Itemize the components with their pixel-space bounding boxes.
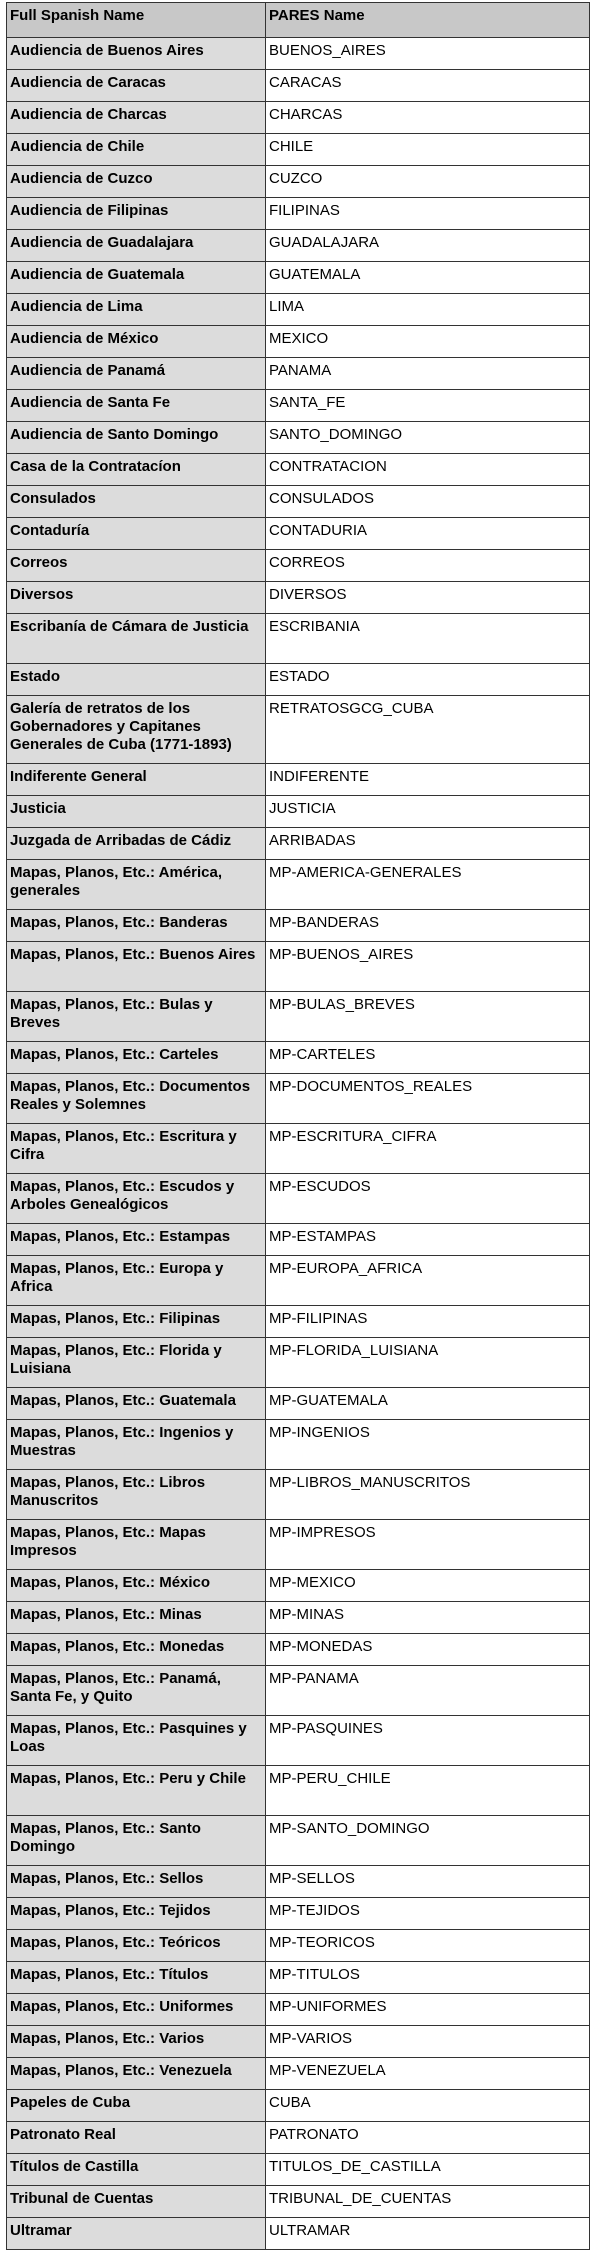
pares-name-cell: LIMA [266,294,590,326]
header-full-spanish-name: Full Spanish Name [7,3,266,38]
table-row [7,38,590,70]
full-spanish-name-cell: Mapas, Planos, Etc.: Minas [7,1602,266,1634]
full-spanish-name-cell: Mapas, Planos, Etc.: Venezuela [7,2058,266,2090]
pares-name-cell: MP-DOCUMENTOS_REALES [266,1074,590,1124]
full-spanish-name-cell: Mapas, Planos, Etc.: Monedas [7,1634,266,1666]
pares-name-cell: MP-MINAS [266,1602,590,1634]
table-row [7,1666,590,1716]
table-row [7,1866,590,1898]
pares-name-cell: MP-AMERICA-GENERALES [266,860,590,910]
pares-name-cell: MP-SANTO_DOMINGO [266,1816,590,1866]
full-spanish-name-cell: Mapas, Planos, Etc.: Florida y Luisiana [7,1338,266,1388]
pares-name-cell: MP-UNIFORMES [266,1994,590,2026]
full-spanish-name-cell: Audiencia de Charcas [7,102,266,134]
table-row [7,294,590,326]
pares-name-cell: JUSTICIA [266,796,590,828]
full-spanish-name-cell: Audiencia de Santo Domingo [7,422,266,454]
table-row [7,230,590,262]
pares-name-cell: MP-BANDERAS [266,910,590,942]
table-row [7,166,590,198]
table-row [7,764,590,796]
pares-name-cell: PANAMA [266,358,590,390]
table-row [7,1256,590,1306]
full-spanish-name-cell: Ultramar [7,2218,266,2250]
pares-name-cell: RETRATOSGCG_CUBA [266,696,590,764]
pares-name-cell: CARACAS [266,70,590,102]
table-row [7,326,590,358]
full-spanish-name-cell: Mapas, Planos, Etc.: Títulos [7,1962,266,1994]
header-row [7,3,590,38]
full-spanish-name-cell: Mapas, Planos, Etc.: Libros Manuscritos [7,1470,266,1520]
pares-name-cell: GUADALAJARA [266,230,590,262]
spanish-pares-name-table [6,2,590,2250]
pares-name-cell: CONTRATACION [266,454,590,486]
full-spanish-name-cell: Audiencia de Guadalajara [7,230,266,262]
full-spanish-name-cell: Mapas, Planos, Etc.: Ingenios y Muestras [7,1420,266,1470]
table-row [7,1634,590,1666]
full-spanish-name-cell: Mapas, Planos, Etc.: Tejidos [7,1898,266,1930]
table-row [7,1470,590,1520]
full-spanish-name-cell: Tribunal de Cuentas [7,2186,266,2218]
full-spanish-name-cell: Contaduría [7,518,266,550]
table-row [7,582,590,614]
pares-name-cell: MP-LIBROS_MANUSCRITOS [266,1470,590,1520]
table-row [7,696,590,764]
table-row [7,2090,590,2122]
pares-name-cell: CONSULADOS [266,486,590,518]
table-row [7,1420,590,1470]
pares-name-cell: ESTADO [266,664,590,696]
pares-name-cell: MP-IMPRESOS [266,1520,590,1570]
full-spanish-name-cell: Audiencia de Chile [7,134,266,166]
pares-name-cell: DIVERSOS [266,582,590,614]
pares-name-cell: CORREOS [266,550,590,582]
table-row [7,1174,590,1224]
pares-name-cell: INDIFERENTE [266,764,590,796]
pares-name-cell: CUBA [266,2090,590,2122]
pares-name-cell: MP-MONEDAS [266,1634,590,1666]
table-row [7,1716,590,1766]
pares-name-cell: MP-GUATEMALA [266,1388,590,1420]
full-spanish-name-cell: Audiencia de Lima [7,294,266,326]
table-row [7,70,590,102]
table-row [7,262,590,294]
full-spanish-name-cell: Juzgada de Arribadas de Cádiz [7,828,266,860]
full-spanish-name-cell: Mapas, Planos, Etc.: Bulas y Breves [7,992,266,1042]
table-row [7,1816,590,1866]
full-spanish-name-cell: Mapas, Planos, Etc.: Santo Domingo [7,1816,266,1866]
pares-name-cell: MP-FLORIDA_LUISIANA [266,1338,590,1388]
full-spanish-name-cell: Escribanía de Cámara de Justicia [7,614,266,664]
table-row [7,992,590,1042]
table-row [7,358,590,390]
table-row [7,486,590,518]
table-row [7,198,590,230]
full-spanish-name-cell: Estado [7,664,266,696]
full-spanish-name-cell: Justicia [7,796,266,828]
table-row [7,1962,590,1994]
pares-name-cell: MP-EUROPA_AFRICA [266,1256,590,1306]
table-row [7,1224,590,1256]
pares-name-cell: MP-SELLOS [266,1866,590,1898]
pares-name-cell: MP-CARTELES [266,1042,590,1074]
full-spanish-name-cell: Audiencia de Guatemala [7,262,266,294]
pares-name-cell: ARRIBADAS [266,828,590,860]
pares-name-cell: MP-ESCUDOS [266,1174,590,1224]
full-spanish-name-cell: Audiencia de México [7,326,266,358]
pares-name-cell: MEXICO [266,326,590,358]
pares-name-cell: CONTADURIA [266,518,590,550]
table-row [7,1766,590,1816]
full-spanish-name-cell: Galería de retratos de los Gobernadores y Capitanes Generales de Cuba (1771-1893) [7,696,266,764]
table-row [7,1042,590,1074]
pares-name-cell: MP-ESCRITURA_CIFRA [266,1124,590,1174]
table-row [7,796,590,828]
full-spanish-name-cell: Títulos de Castilla [7,2154,266,2186]
full-spanish-name-cell: Mapas, Planos, Etc.: América, generales [7,860,266,910]
full-spanish-name-cell: Mapas, Planos, Etc.: Europa y Africa [7,1256,266,1306]
pares-name-cell: BUENOS_AIRES [266,38,590,70]
full-spanish-name-cell: Mapas, Planos, Etc.: Uniformes [7,1994,266,2026]
full-spanish-name-cell: Casa de la Contratacíon [7,454,266,486]
table-row [7,2218,590,2250]
table-row [7,1124,590,1174]
table-row [7,518,590,550]
table-row [7,1930,590,1962]
pares-name-cell: PATRONATO [266,2122,590,2154]
pares-name-cell: MP-VENEZUELA [266,2058,590,2090]
full-spanish-name-cell: Audiencia de Caracas [7,70,266,102]
pares-name-cell: MP-ESTAMPAS [266,1224,590,1256]
table-row [7,1520,590,1570]
pares-name-cell: MP-BULAS_BREVES [266,992,590,1042]
full-spanish-name-cell: Mapas, Planos, Etc.: Mapas Impresos [7,1520,266,1570]
table-row [7,1898,590,1930]
pares-name-cell: MP-TEJIDOS [266,1898,590,1930]
pares-name-cell: MP-PASQUINES [266,1716,590,1766]
table-row [7,942,590,992]
table-row [7,828,590,860]
table-row [7,1306,590,1338]
table-row [7,102,590,134]
full-spanish-name-cell: Mapas, Planos, Etc.: Escritura y Cifra [7,1124,266,1174]
full-spanish-name-cell: Mapas, Planos, Etc.: Panamá, Santa Fe, y Quito [7,1666,266,1716]
table-row [7,1074,590,1124]
full-spanish-name-cell: Diversos [7,582,266,614]
pares-name-cell: ESCRIBANIA [266,614,590,664]
pares-name-cell: MP-PERU_CHILE [266,1766,590,1816]
pares-name-cell: MP-BUENOS_AIRES [266,942,590,992]
pares-name-cell: SANTO_DOMINGO [266,422,590,454]
full-spanish-name-cell: Mapas, Planos, Etc.: Estampas [7,1224,266,1256]
full-spanish-name-cell: Mapas, Planos, Etc.: Buenos Aires [7,942,266,992]
full-spanish-name-cell: Audiencia de Filipinas [7,198,266,230]
full-spanish-name-cell: Indiferente General [7,764,266,796]
full-spanish-name-cell: Mapas, Planos, Etc.: México [7,1570,266,1602]
table-row [7,2154,590,2186]
full-spanish-name-cell: Patronato Real [7,2122,266,2154]
full-spanish-name-cell: Mapas, Planos, Etc.: Guatemala [7,1388,266,1420]
table-row [7,910,590,942]
full-spanish-name-cell: Audiencia de Panamá [7,358,266,390]
pares-name-cell: CHARCAS [266,102,590,134]
table-row [7,454,590,486]
pares-name-cell: FILIPINAS [266,198,590,230]
pares-name-cell: TRIBUNAL_DE_CUENTAS [266,2186,590,2218]
table-row [7,1570,590,1602]
pares-name-cell: MP-TITULOS [266,1962,590,1994]
full-spanish-name-cell: Mapas, Planos, Etc.: Escudos y Arboles Genealógicos [7,1174,266,1224]
table-row [7,614,590,664]
table-row [7,860,590,910]
full-spanish-name-cell: Mapas, Planos, Etc.: Documentos Reales y Solemnes [7,1074,266,1124]
table-row [7,1602,590,1634]
table-row [7,2026,590,2058]
full-spanish-name-cell: Consulados [7,486,266,518]
full-spanish-name-cell: Mapas, Planos, Etc.: Carteles [7,1042,266,1074]
full-spanish-name-cell: Correos [7,550,266,582]
table-row [7,390,590,422]
pares-name-cell: GUATEMALA [266,262,590,294]
pares-name-cell: MP-VARIOS [266,2026,590,2058]
full-spanish-name-cell: Mapas, Planos, Etc.: Filipinas [7,1306,266,1338]
pares-name-cell: CHILE [266,134,590,166]
full-spanish-name-cell: Mapas, Planos, Etc.: Sellos [7,1866,266,1898]
table-row [7,2122,590,2154]
table-row [7,2186,590,2218]
table-row [7,134,590,166]
full-spanish-name-cell: Mapas, Planos, Etc.: Banderas [7,910,266,942]
full-spanish-name-cell: Mapas, Planos, Etc.: Teóricos [7,1930,266,1962]
pares-name-cell: MP-PANAMA [266,1666,590,1716]
table-row [7,422,590,454]
table-row [7,1388,590,1420]
table-row [7,664,590,696]
header-pares-name: PARES Name [266,3,590,38]
pares-name-cell: MP-TEORICOS [266,1930,590,1962]
table-row [7,1338,590,1388]
full-spanish-name-cell: Audiencia de Santa Fe [7,390,266,422]
pares-name-cell: MP-FILIPINAS [266,1306,590,1338]
full-spanish-name-cell: Mapas, Planos, Etc.: Peru y Chile [7,1766,266,1816]
table-row [7,2058,590,2090]
pares-name-cell: TITULOS_DE_CASTILLA [266,2154,590,2186]
full-spanish-name-cell: Papeles de Cuba [7,2090,266,2122]
pares-name-cell: MP-INGENIOS [266,1420,590,1470]
full-spanish-name-cell: Audiencia de Buenos Aires [7,38,266,70]
table-row [7,550,590,582]
full-spanish-name-cell: Mapas, Planos, Etc.: Pasquines y Loas [7,1716,266,1766]
full-spanish-name-cell: Audiencia de Cuzco [7,166,266,198]
pares-name-cell: ULTRAMAR [266,2218,590,2250]
pares-name-cell: MP-MEXICO [266,1570,590,1602]
full-spanish-name-cell: Mapas, Planos, Etc.: Varios [7,2026,266,2058]
table-row [7,1994,590,2026]
pares-name-cell: SANTA_FE [266,390,590,422]
pares-name-cell: CUZCO [266,166,590,198]
